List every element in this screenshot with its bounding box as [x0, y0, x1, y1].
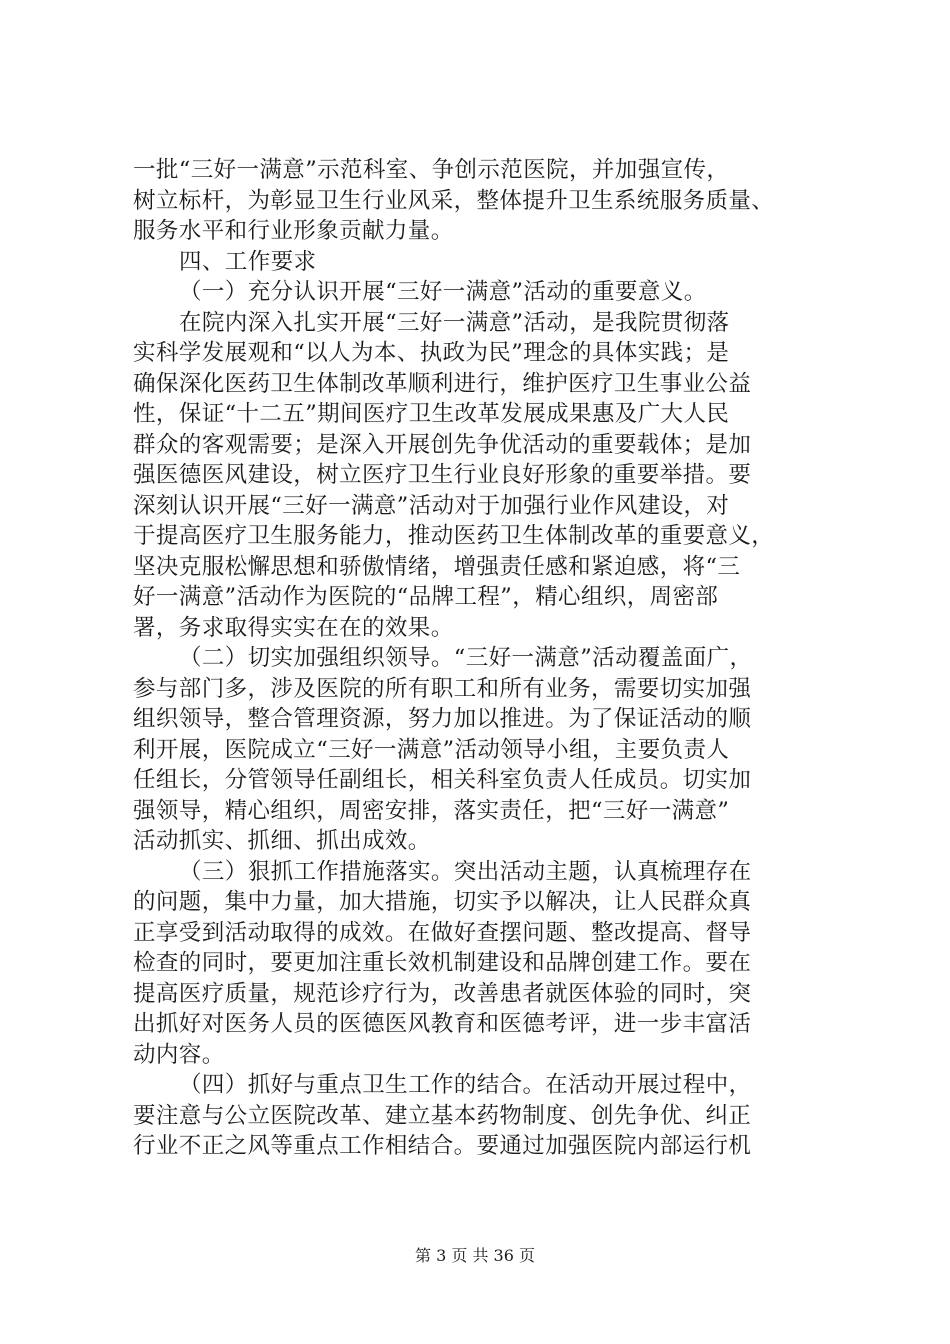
text-line: 任组长，分管领导任副组长，相关科室负责人任成员。切实加: [133, 767, 752, 793]
document-body: [133, 155, 823, 1162]
text-line: 出抓好对医务人员的医德医风教育和医德考评，进一步丰富活: [133, 1011, 752, 1037]
text-line: 署，务求取得实实在在的效果。: [133, 614, 454, 641]
text-line: 好一满意”活动作为医院的“品牌工程”，精心组织，周密部: [133, 584, 719, 610]
text-line: 在院内深入扎实开展“三好一满意”活动，是我院贯彻落: [179, 309, 730, 336]
text-line: 坚决克服松懈思想和骄傲情绪，增强责任感和紧迫感，将“三: [133, 553, 741, 580]
text-line: 群众的客观需要；是深入开展创先争优活动的重要载体；是加: [133, 431, 752, 458]
text-line: 于提高医疗卫生服务能力，推动医药卫生体制改革的重要意义，: [133, 523, 775, 549]
text-line: 性，保证“十二五”期间医疗卫生改革发展成果惠及广大人民: [133, 401, 730, 427]
subsection-heading: （三）狠抓工作措施落实。突出活动主题，认真梳理存在: [179, 858, 752, 885]
text-line: 提高医疗质量，规范诊疗行为，改善患者就医体验的同时，突: [133, 980, 752, 1007]
text-line: 树立标杆，为彰显卫生行业风采，整体提升卫生系统服务质量、: [133, 187, 775, 214]
text-line: 检查的同时，要更加注重长效机制建设和品牌创建工作。要在: [133, 950, 752, 976]
page-number-footer: 第 3 页 共 36 页: [415, 1246, 535, 1265]
text-line: 动内容。: [133, 1041, 225, 1068]
subsection-heading: （一）充分认识开展“三好一满意”活动的重要意义。: [179, 279, 707, 305]
subsection-heading: （二）切实加强组织领导。“三好一满意”活动覆盖面广，: [179, 645, 753, 671]
text-line: 利开展，医院成立“三好一满意”活动领导小组，主要负责人: [133, 736, 730, 763]
text-line: 实科学发展观和“以人为本、执政为民”理念的具体实践；是: [133, 340, 730, 366]
text-line: 确保深化医药卫生体制改革顺利进行，维护医疗卫生事业公益: [133, 370, 752, 397]
text-line: 深刻认识开展“三好一满意”活动对于加强行业作风建设，对: [133, 492, 730, 519]
subsection-heading: （四）抓好与重点卫生工作的结合。在活动开展过程中，: [179, 1072, 752, 1098]
text-line: 组织领导，整合管理资源，努力加以推进。为了保证活动的顺: [133, 706, 752, 732]
text-line: 参与部门多，涉及医院的所有职工和所有业务，需要切实加强: [133, 675, 752, 702]
section-heading: 四、工作要求: [179, 248, 317, 275]
text-line: 强领导，精心组织，周密安排，落实责任，把“三好一满意”: [133, 797, 730, 824]
text-line: 要注意与公立医院改革、建立基本药物制度、创先争优、纠正: [133, 1102, 752, 1129]
text-line: 一批“三好一满意”示范科室、争创示范医院，并加强宣传，: [133, 157, 730, 183]
text-line: 行业不正之风等重点工作相结合。要通过加强医院内部运行机: [133, 1133, 752, 1159]
text-line: 强医德医风建设，树立医疗卫生行业良好形象的重要举措。要: [133, 462, 752, 488]
text-line: 服务水平和行业形象贡献力量。: [133, 218, 454, 244]
text-line: 活动抓实、抓细、抓出成效。: [133, 828, 431, 854]
text-line: 的问题，集中力量，加大措施，切实予以解决，让人民群众真: [133, 889, 752, 915]
text-line: 正享受到活动取得的成效。在做好查摆问题、整改提高、督导: [133, 919, 752, 946]
